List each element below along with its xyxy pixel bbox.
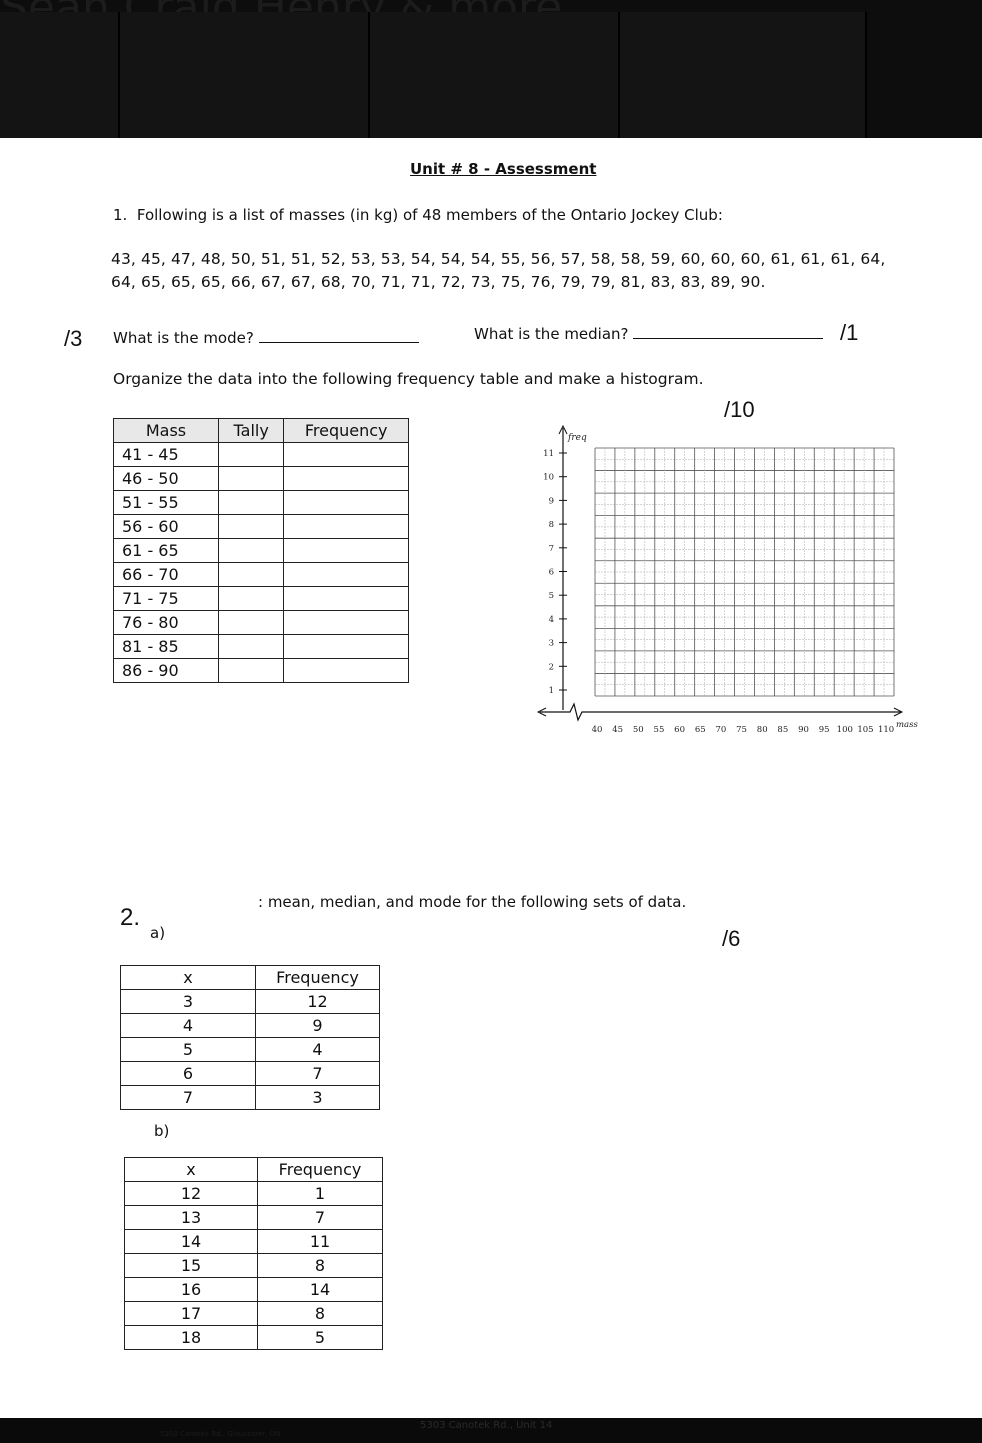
y-tick-label: 9 bbox=[548, 496, 554, 507]
x-tick-label: 95 bbox=[818, 725, 830, 735]
x-tick-label: 60 bbox=[674, 725, 686, 735]
frequency-value: 7 bbox=[258, 1206, 383, 1230]
part-b-label: b) bbox=[154, 1122, 170, 1140]
mass-interval: 61 - 65 bbox=[114, 539, 219, 563]
organize-instruction: Organize the data into the following frequency table and make a histogram. bbox=[113, 370, 704, 388]
x-tick-label: 100 bbox=[836, 725, 853, 735]
y-tick-label: 4 bbox=[548, 614, 554, 625]
mode-question bbox=[113, 328, 419, 347]
footer-address: 5303 Canotek Rd., Unit 14 bbox=[420, 1420, 553, 1431]
frequency-value: 4 bbox=[256, 1038, 380, 1062]
question-1-prompt bbox=[113, 206, 723, 224]
header-x: x bbox=[125, 1158, 258, 1182]
data-line-2: 64, 65, 65, 65, 66, 67, 67, 68, 70, 71, 71, 72, 73, 75, 76, 79, 79, 81, 83, 83, 89, 90. bbox=[111, 273, 766, 291]
x-tick-label: 40 bbox=[591, 725, 603, 735]
table-row bbox=[114, 659, 409, 683]
x-tick-label: 45 bbox=[612, 725, 624, 735]
header-frequency: Frequency bbox=[258, 1158, 383, 1182]
table-row bbox=[125, 1302, 383, 1326]
frequency-value: 12 bbox=[256, 990, 380, 1014]
table-row bbox=[125, 1254, 383, 1278]
y-tick-label: 2 bbox=[548, 662, 554, 673]
tally-cell[interactable] bbox=[219, 443, 284, 467]
tally-cell[interactable] bbox=[219, 587, 284, 611]
x-value: 3 bbox=[121, 990, 256, 1014]
frequency-value: 9 bbox=[256, 1014, 380, 1038]
table-row bbox=[121, 1014, 380, 1038]
frequency-cell[interactable] bbox=[284, 611, 409, 635]
banner-panel bbox=[0, 12, 120, 140]
frequency-cell[interactable] bbox=[284, 467, 409, 491]
table-row bbox=[125, 1326, 383, 1350]
frequency-cell[interactable] bbox=[284, 635, 409, 659]
table-row bbox=[114, 539, 409, 563]
table-header-row bbox=[121, 966, 380, 990]
median-question bbox=[474, 324, 823, 343]
tally-cell[interactable] bbox=[219, 539, 284, 563]
y-tick-label: 11 bbox=[543, 449, 554, 459]
table-row bbox=[114, 587, 409, 611]
histogram-grid[interactable] bbox=[530, 420, 930, 740]
mass-interval: 86 - 90 bbox=[114, 659, 219, 683]
frequency-cell[interactable] bbox=[284, 587, 409, 611]
background-footer bbox=[0, 1418, 982, 1443]
x-axis bbox=[540, 704, 902, 720]
question-2-number: 2. bbox=[120, 904, 141, 931]
mode-answer-blank[interactable] bbox=[259, 328, 419, 343]
y-axis-label: freq bbox=[568, 433, 587, 443]
tally-cell[interactable] bbox=[219, 491, 284, 515]
score-mode: /3 bbox=[64, 326, 83, 351]
footer-address-small: 5303 Canotek Rd., Gloucester, ON bbox=[160, 1430, 281, 1438]
x-value: 18 bbox=[125, 1326, 258, 1350]
score-question-2: /6 bbox=[722, 926, 741, 951]
x-value: 17 bbox=[125, 1302, 258, 1326]
frequency-value: 8 bbox=[258, 1302, 383, 1326]
background-banner bbox=[0, 0, 982, 140]
page-title: Unit # 8 - Assessment bbox=[410, 160, 597, 178]
table-row bbox=[114, 443, 409, 467]
table-row bbox=[125, 1182, 383, 1206]
table-row bbox=[114, 563, 409, 587]
table-part-b bbox=[124, 1157, 383, 1350]
frequency-cell[interactable] bbox=[284, 443, 409, 467]
frequency-value: 11 bbox=[258, 1230, 383, 1254]
x-value: 5 bbox=[121, 1038, 256, 1062]
banner-panel bbox=[620, 12, 867, 140]
x-value: 13 bbox=[125, 1206, 258, 1230]
mass-interval: 76 - 80 bbox=[114, 611, 219, 635]
frequency-cell[interactable] bbox=[284, 515, 409, 539]
y-tick-label: 8 bbox=[548, 520, 554, 531]
score-table: /10 bbox=[724, 397, 755, 422]
x-tick-label: 75 bbox=[736, 725, 747, 735]
banner-panel bbox=[370, 12, 620, 140]
mass-interval: 41 - 45 bbox=[114, 443, 219, 467]
table-row bbox=[114, 635, 409, 659]
x-tick-label: 65 bbox=[694, 725, 706, 735]
y-tick-label: 5 bbox=[548, 591, 554, 602]
mass-interval: 56 - 60 bbox=[114, 515, 219, 539]
x-tick-label: 105 bbox=[857, 725, 874, 735]
x-value: 15 bbox=[125, 1254, 258, 1278]
table-row bbox=[121, 1062, 380, 1086]
y-tick-label: 6 bbox=[548, 567, 554, 578]
mass-interval: 81 - 85 bbox=[114, 635, 219, 659]
frequency-value: 5 bbox=[258, 1326, 383, 1350]
x-tick-label: 80 bbox=[756, 725, 768, 735]
table-row bbox=[121, 1038, 380, 1062]
table-row bbox=[114, 515, 409, 539]
table-row bbox=[125, 1206, 383, 1230]
mass-interval: 66 - 70 bbox=[114, 563, 219, 587]
table-row bbox=[114, 611, 409, 635]
y-tick-label: 3 bbox=[548, 638, 554, 649]
x-tick-label: 70 bbox=[715, 725, 727, 735]
header-frequency: Frequency bbox=[256, 966, 380, 990]
tally-cell[interactable] bbox=[219, 659, 284, 683]
y-tick-label: 1 bbox=[548, 686, 554, 696]
table-part-a bbox=[120, 965, 380, 1110]
frequency-value: 7 bbox=[256, 1062, 380, 1086]
table-row bbox=[114, 491, 409, 515]
frequency-value: 1 bbox=[258, 1182, 383, 1206]
x-value: 4 bbox=[121, 1014, 256, 1038]
tally-cell[interactable] bbox=[219, 515, 284, 539]
y-tick-label: 7 bbox=[548, 543, 554, 554]
part-a-label: a) bbox=[150, 924, 166, 942]
mode-label: What is the mode? bbox=[113, 329, 254, 347]
tally-cell[interactable] bbox=[219, 635, 284, 659]
frequency-value: 8 bbox=[258, 1254, 383, 1278]
table-header-row bbox=[114, 419, 409, 443]
table-row bbox=[125, 1230, 383, 1254]
x-tick-label: 50 bbox=[632, 725, 644, 735]
banner-panel bbox=[120, 12, 370, 140]
x-axis-label: mass bbox=[896, 720, 918, 730]
mass-interval: 71 - 75 bbox=[114, 587, 219, 611]
table-header-row bbox=[125, 1158, 383, 1182]
mass-interval: 46 - 50 bbox=[114, 467, 219, 491]
question-text: Following is a list of masses (in kg) of 48 members of the Ontario Jockey Club: bbox=[136, 206, 723, 224]
frequency-cell[interactable] bbox=[284, 563, 409, 587]
header-mass: Mass bbox=[114, 419, 219, 443]
frequency-value: 3 bbox=[256, 1086, 380, 1110]
table-row bbox=[121, 1086, 380, 1110]
header-frequency: Frequency bbox=[284, 419, 409, 443]
question-number: 1. bbox=[113, 206, 128, 224]
frequency-cell[interactable] bbox=[284, 539, 409, 563]
frequency-value: 14 bbox=[258, 1278, 383, 1302]
frequency-cell[interactable] bbox=[284, 491, 409, 515]
tally-cell[interactable] bbox=[219, 611, 284, 635]
table-row bbox=[125, 1278, 383, 1302]
median-label: What is the median? bbox=[474, 325, 629, 343]
frequency-table bbox=[113, 418, 409, 683]
x-value: 7 bbox=[121, 1086, 256, 1110]
frequency-cell[interactable] bbox=[284, 659, 409, 683]
x-tick-label: 90 bbox=[798, 725, 809, 735]
score-median: /1 bbox=[840, 320, 859, 345]
mass-interval: 51 - 55 bbox=[114, 491, 219, 515]
tally-cell[interactable] bbox=[219, 467, 284, 491]
question-2-prompt: : mean, median, and mode for the following sets of data. bbox=[258, 893, 687, 911]
y-tick-label: 10 bbox=[543, 472, 554, 483]
x-tick-label: 55 bbox=[653, 725, 665, 735]
header-x: x bbox=[121, 966, 256, 990]
data-line-1: 43, 45, 47, 48, 50, 51, 51, 52, 53, 53, 54, 54, 54, 55, 56, 57, 58, 58, 59, 60, 60, 60, 61, 61, 61, 64, bbox=[111, 250, 886, 268]
x-tick-label: 85 bbox=[777, 725, 789, 735]
table-row bbox=[114, 467, 409, 491]
x-value: 6 bbox=[121, 1062, 256, 1086]
header-tally: Tally bbox=[219, 419, 284, 443]
median-answer-blank[interactable] bbox=[633, 324, 823, 339]
x-tick-label: 110 bbox=[877, 725, 895, 735]
x-value: 12 bbox=[125, 1182, 258, 1206]
tally-cell[interactable] bbox=[219, 563, 284, 587]
table-row bbox=[121, 990, 380, 1014]
x-value: 14 bbox=[125, 1230, 258, 1254]
x-value: 16 bbox=[125, 1278, 258, 1302]
